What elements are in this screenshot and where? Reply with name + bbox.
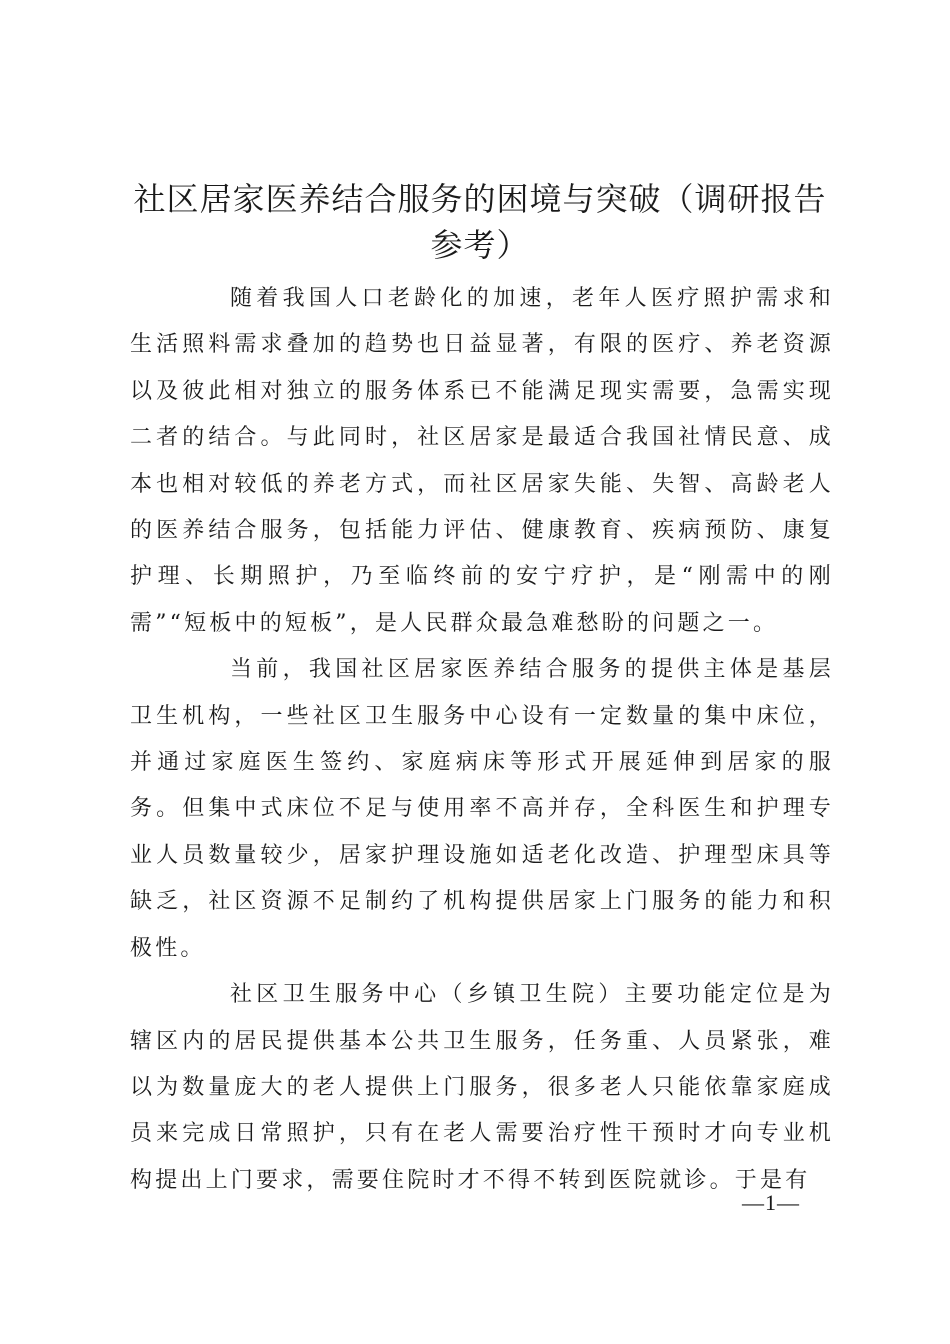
- paragraph-3: 社区卫生服务中心（乡镇卫生院）主要功能定位是为辖区内的居民提供基本公共卫生服务，任务重、人员紧张，难以为数量庞大的老人提供上门服务，很多老人只能依靠家庭成员来完成日常照护，只有在老人需要治疗性干预时才向专业机构提出上门要求，需要住院时才不得不转到医院就诊。于是有: [130, 982, 834, 1193]
- document-body: [130, 276, 834, 1204]
- page-number: —1—: [742, 1190, 800, 1215]
- paragraph-2: 当前，我国社区居家医养结合服务的提供主体是基层卫生机构，一些社区卫生服务中心设有一定数量的集中床位，并通过家庭医生签约、家庭病床等形式开展延伸到居家的服务。但集中式床位不足与使用率不高并存，全科医生和护理专业人员数量较少，居家护理设施如适老化改造、护理型床具等缺乏，社区资源不足制约了机构提供居家上门服务的能力和积极性。: [130, 657, 834, 961]
- document-title: 社区居家医养结合服务的困境与突破（调研报告参考）: [133, 180, 827, 264]
- paragraph-1: 随着我国人口老龄化的加速，老年人医疗照护需求和生活照料需求叠加的趋势也日益显著，有限的医疗、养老资源以及彼此相对独立的服务体系已不能满足现实需要，急需实现二者的结合。与此同时，社区居家是最适合我国社情民意、成本也相对较低的养老方式，而社区居家失能、失智、高龄老人的医养结合服务，包括能力评估、健康教育、疾病预防、康复护理、长期照护，乃至临终前的安宁疗护，是“刚需中的刚需”“短板中的短板”，是人民群众最急难愁盼的问题之一。: [130, 286, 834, 636]
